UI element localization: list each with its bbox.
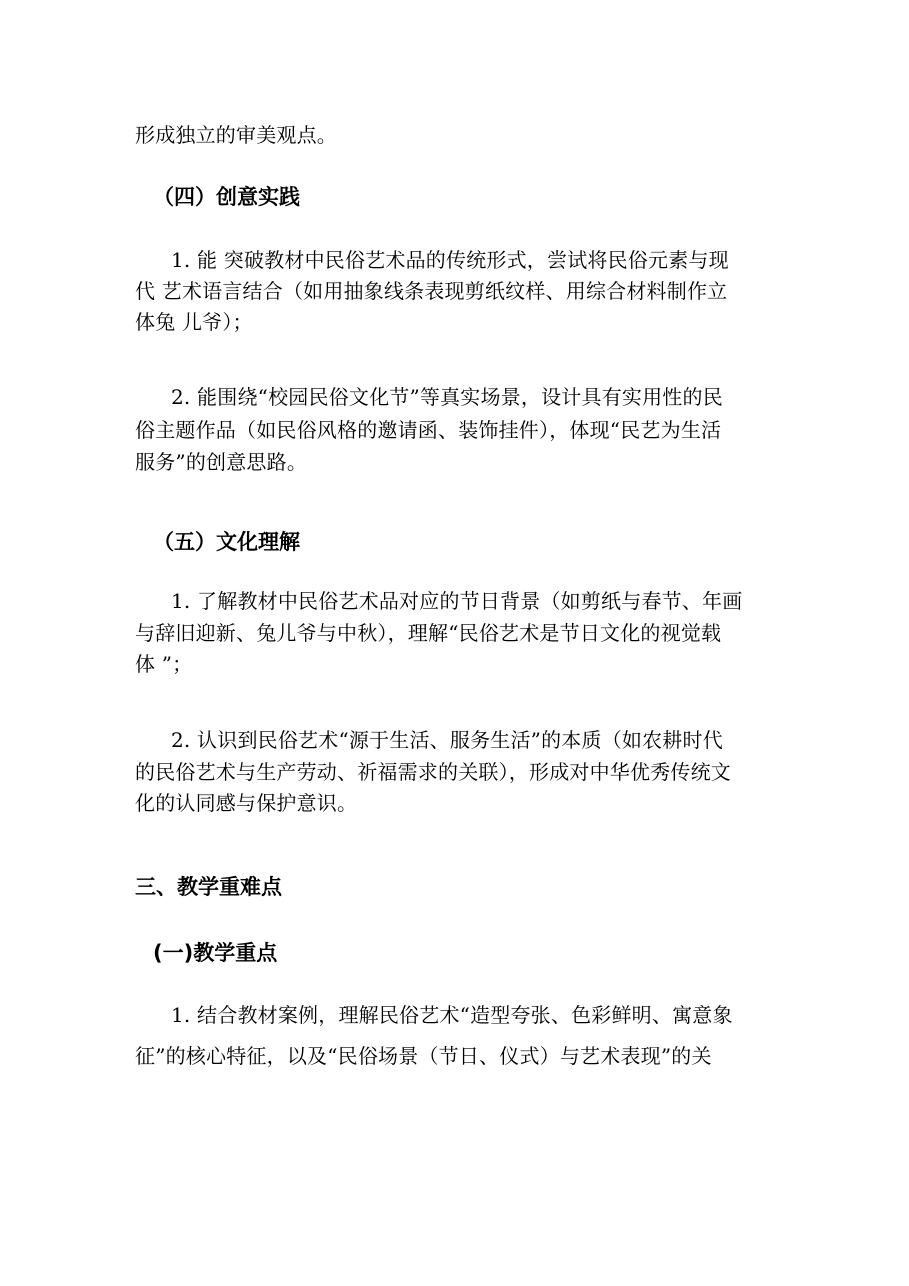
- paragraph-continuation: 形成独立的审美观点。: [135, 123, 337, 147]
- paragraph-line: 2. 能围绕“校园民俗文化节”等真实场景，设计具有实用性的民: [171, 385, 723, 409]
- paragraph-line: 服务”的创意思路。: [135, 450, 308, 474]
- paragraph-line: 1. 能 突破教材中民俗艺术品的传统形式，尝试将民俗元素与现: [171, 248, 729, 272]
- paragraph-line: 征”的核心特征，以及“民俗场景（节日、仪式）与艺术表现”的关: [135, 1044, 712, 1068]
- paragraph-line: 2. 认识到民俗艺术“源于生活、服务生活”的本质（如农耕时代: [171, 728, 723, 752]
- paragraph-line: 1. 结合教材案例，理解民俗艺术“造型夸张、色彩鲜明、寓意象: [171, 1003, 733, 1027]
- paragraph-line: 体 ”；: [135, 652, 193, 676]
- paragraph-line: 代 艺术语言结合（如用抽象线条表现剪纸纹样、用综合材料制作立: [135, 279, 728, 303]
- paragraph-line: 的民俗艺术与生产劳动、祈福需求的关联），形成对中华优秀传统文: [135, 760, 731, 784]
- paragraph-line: 化的认同感与保护意识。: [135, 791, 358, 815]
- subsection-heading-teaching-key-points: (一)教学重点: [153, 941, 278, 965]
- paragraph-line: 与辞旧迎新、兔儿爷与中秋），理解“民俗艺术是节日文化的视觉载: [135, 621, 722, 645]
- paragraph-line: 1. 了解教材中民俗艺术品对应的节日背景（如剪纸与春节、年画: [171, 589, 743, 613]
- section-heading-creative-practice: （四）创意实践: [153, 185, 300, 209]
- part-heading-teaching-focus: 三、教学重难点: [135, 875, 282, 899]
- section-heading-cultural-understanding: （五）文化理解: [153, 530, 300, 554]
- paragraph-line: 俗主题作品（如民俗风格的邀请函、装饰挂件），体现“民艺为生活: [135, 418, 722, 442]
- paragraph-line: 体兔 儿爷）；: [135, 310, 253, 334]
